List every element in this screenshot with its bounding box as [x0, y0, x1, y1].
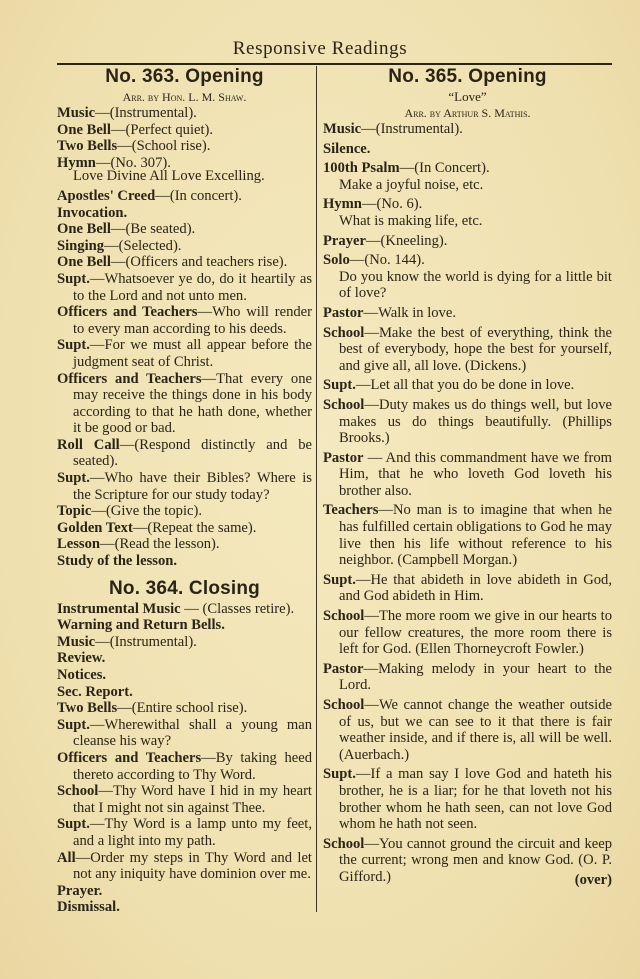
reading-text: —The more room we give in our hearts to our fellow creatures, the more room there is left for God. (Ellen Thorneycroft Fowler.)	[339, 608, 612, 658]
reading-text: —(Selected).	[104, 237, 182, 254]
speaker-label: Officers and Teachers	[57, 749, 202, 766]
speaker-label: Prayer.	[57, 882, 103, 899]
speaker-label: Music	[57, 633, 96, 650]
reading-text: —That every one may receive the things done in his body according to that he hath done, whether it be good or bad.	[73, 370, 312, 437]
reading-text: —Make the best of everything, think the best of everybody, hope the best for yourself, and give all, all love. (Dickens.)	[339, 324, 612, 374]
reading-entry	[57, 700, 312, 717]
reading-text: —Wherewithal shall a young man cleanse his way?	[73, 716, 312, 750]
right-column	[323, 66, 612, 889]
reading-text: —(In concert).	[155, 187, 242, 204]
reading-entry	[323, 325, 612, 375]
reading-text: —(No. 144).	[349, 252, 425, 269]
reading-entry	[57, 617, 312, 634]
reading-entry	[57, 717, 312, 750]
speaker-label: School	[323, 396, 365, 413]
reading-entry	[57, 371, 312, 437]
reading-text: —(Instrumental).	[95, 633, 197, 650]
speaker-label: Golden Text	[57, 519, 133, 536]
reading-text: —(No. 6).	[361, 196, 423, 213]
reading-entry	[323, 305, 612, 322]
speaker-label: Instrumental Music	[57, 600, 181, 617]
speaker-label: Hymn	[57, 154, 96, 171]
speaker-label: Study of the lesson.	[57, 553, 178, 570]
arranger-credit: Arr. by Arthur S. Mathis.	[404, 106, 531, 120]
reading-entry	[57, 138, 312, 155]
speaker-label: Review.	[57, 650, 106, 667]
speaker-label: Music	[57, 105, 96, 121]
reading-text: — (Classes retire).	[180, 600, 295, 617]
reading-text: —Whatsoever ye do, do it heartily as to the Lord and not unto men.	[73, 270, 312, 304]
reading-entry	[57, 667, 312, 684]
reading-entry	[57, 634, 312, 651]
reading-text: —Walk in love.	[363, 304, 456, 321]
reading-text: —(Repeat the same).	[132, 519, 257, 536]
section-gap	[57, 570, 312, 578]
reading-text: —(Give the topic).	[91, 503, 202, 520]
speaker-label: School	[323, 835, 365, 852]
section-title: No. 365. Opening	[388, 66, 547, 87]
speaker-label: Lesson	[57, 536, 100, 553]
speaker-label: Apostles' Creed	[57, 187, 156, 204]
speaker-label: Invocation.	[57, 204, 128, 221]
reading-text: —We cannot change the weather outside of us, but we can see to it that there is fair weather inside, and if there is, all will be well. (Auerbach.)	[339, 697, 612, 763]
reading-text: —(Officers and teachers rise).	[110, 254, 288, 271]
column-divider	[316, 66, 317, 912]
reading-entry	[57, 304, 312, 337]
reading-text: —(Instrumental).	[361, 121, 463, 137]
speaker-label: Silence.	[323, 140, 371, 157]
reading-continuation: Love Divine All Love Excelling.	[73, 168, 265, 185]
reading-entry	[323, 397, 612, 447]
reading-text: —If a man say I love God and hateth his brother, he is a liar; for he that loveth not his brother whom he hath seen, can not love God whom he hath not seen.	[339, 766, 612, 833]
speaker-label: School	[323, 324, 365, 341]
reading-continuation: Make a joyful noise, etc.	[339, 176, 484, 193]
reading-entry	[323, 450, 612, 500]
reading-entry	[323, 572, 612, 605]
reading-entry	[323, 141, 612, 158]
reading-entry	[323, 766, 612, 832]
speaker-label: 100th Psalm	[323, 160, 400, 177]
speaker-label: Pastor	[323, 304, 364, 321]
reading-entry	[323, 252, 612, 269]
reading-text: —(Perfect quiet).	[110, 121, 214, 138]
reading-text: —For we must all appear before the judgment seat of Christ.	[73, 337, 312, 370]
speaker-label: Supt.	[57, 716, 90, 733]
speaker-label: One Bell	[57, 121, 111, 138]
reading-entry	[323, 502, 612, 568]
speaker-label: All	[57, 849, 76, 866]
reading-text: —(No. 307).	[95, 154, 171, 171]
reading-text: —Thy Word is a lamp unto my feet, and a light into my path.	[73, 816, 312, 849]
reading-entry	[57, 601, 312, 618]
reading-text: —(Respond distinctly and be seated).	[73, 436, 312, 470]
reading-text: —He that abideth in love abideth in God, and God abideth in Him.	[339, 571, 612, 605]
reading-text: — And this commandment have we from Him, that he who loveth God loveth his brother also.	[339, 449, 612, 499]
reading-entry	[57, 122, 312, 139]
arranger-credit: Arr. by Hon. L. M. Shaw.	[122, 90, 247, 104]
reading-text: —Who have their Bibles? Where is the Scripture for our study today?	[73, 470, 312, 503]
reading-continuation: What is making life, etc.	[339, 212, 483, 229]
reading-text: —Order my steps in Thy Word and let not any iniquity have dominion over me.	[73, 849, 312, 883]
speaker-label: One Bell	[57, 221, 111, 238]
reading-entry	[57, 254, 312, 271]
reading-entry	[323, 697, 612, 763]
reading-text: —(In Concert).	[399, 160, 490, 177]
reading-entry	[57, 238, 312, 255]
reading-text: —Thy Word have I hid in my heart that I might not sin against Thee.	[73, 783, 312, 816]
speaker-label: Sec. Report.	[57, 683, 133, 700]
reading-entry	[57, 850, 312, 883]
speaker-label: Supt.	[323, 377, 356, 394]
speaker-label: Dismissal.	[57, 899, 120, 916]
reading-entry	[57, 750, 312, 783]
reading-entry	[57, 816, 312, 849]
speaker-label: Supt.	[57, 816, 90, 833]
reading-entry	[323, 377, 612, 394]
speaker-label: Supt.	[323, 766, 356, 783]
reading-entry	[323, 160, 612, 177]
reading-entry	[57, 503, 312, 520]
reading-entry	[57, 684, 312, 701]
page-header: Responsive Readings	[232, 38, 408, 59]
reading-text: —(Be seated).	[110, 221, 196, 238]
speaker-label: Pastor	[323, 660, 364, 677]
section-subtitle: “Love”	[448, 89, 487, 104]
reading-entry	[57, 105, 312, 122]
section-title: No. 364. Closing	[108, 577, 260, 599]
reading-text: —Making melody in your heart to the Lord.	[339, 660, 612, 694]
reading-text: —By taking heed thereto according to Thy Word.	[73, 749, 312, 783]
speaker-label: Officers and Teachers	[57, 370, 202, 387]
reading-entry	[57, 221, 312, 238]
reading-text: —You cannot ground the circuit and keep the current; wrong men and know God. (O. P. Gifford.)	[339, 835, 612, 885]
speaker-label: Roll Call	[57, 436, 120, 453]
speaker-label: School	[57, 783, 99, 800]
reading-continuation: Do you know the world is dying for a little bit of love?	[339, 268, 612, 302]
reading-entry	[57, 470, 312, 503]
reading-text: —(Read the lesson).	[99, 536, 220, 553]
speaker-label: Officers and Teachers	[57, 304, 198, 321]
reading-entry	[57, 899, 312, 916]
reading-entry	[323, 608, 612, 658]
speaker-label: Two Bells	[57, 138, 118, 155]
continued-note: (over)	[574, 871, 612, 888]
reading-entry	[57, 205, 312, 222]
speaker-label: Supt.	[323, 571, 356, 588]
reading-entry	[57, 437, 312, 470]
speaker-label: Pastor	[323, 449, 364, 466]
reading-entry	[57, 883, 312, 900]
reading-entry	[57, 553, 312, 570]
reading-text: —Who will render to every man according to his deeds.	[73, 304, 312, 337]
reading-entry	[57, 536, 312, 553]
reading-entry	[57, 520, 312, 537]
speaker-label: School	[323, 697, 365, 713]
reading-text: —(Kneeling).	[365, 232, 448, 249]
speaker-label: School	[323, 608, 365, 625]
speaker-label: Topic	[57, 503, 92, 520]
reading-text: —No man is to imagine that when he has fulfilled certain obligations to God he may live then his life without reference to his neighbor. (Campbell Morgan.)	[339, 502, 612, 569]
speaker-label: Solo	[323, 252, 350, 269]
reading-entry	[323, 233, 612, 250]
reading-text: —(Entire school rise).	[117, 700, 248, 717]
reading-entry	[323, 661, 612, 694]
speaker-label: Supt.	[57, 337, 90, 354]
speaker-label: Warning and Return Bells.	[57, 617, 225, 634]
speaker-label: One Bell	[57, 254, 111, 271]
reading-entry	[323, 121, 612, 138]
speaker-label: Hymn	[323, 196, 362, 213]
speaker-label: Music	[323, 121, 362, 137]
reading-entry	[57, 188, 312, 205]
speaker-label: Prayer	[323, 232, 366, 249]
reading-entry	[323, 196, 612, 213]
header-rule	[57, 63, 612, 65]
speaker-label: Supt.	[57, 270, 90, 287]
reading-entry	[57, 783, 312, 816]
reading-entry	[57, 271, 312, 304]
reading-text: —Let all that you do be done in love.	[355, 377, 575, 394]
reading-entry	[57, 337, 312, 370]
left-column	[57, 66, 312, 916]
section-title: No. 363. Opening	[105, 66, 264, 87]
reading-text: —(School rise).	[117, 138, 211, 155]
speaker-label: Supt.	[57, 470, 90, 487]
reading-text: —Duty makes us do things well, but love makes us do things beautifully. (Phillips Brooks.)	[339, 396, 612, 447]
speaker-label: Teachers	[323, 502, 379, 519]
speaker-label: Notices.	[57, 667, 107, 683]
speaker-label: Two Bells	[57, 700, 118, 717]
reading-text: —(Instrumental).	[95, 105, 197, 121]
reading-entry	[57, 650, 312, 667]
speaker-label: Singing	[57, 237, 105, 254]
